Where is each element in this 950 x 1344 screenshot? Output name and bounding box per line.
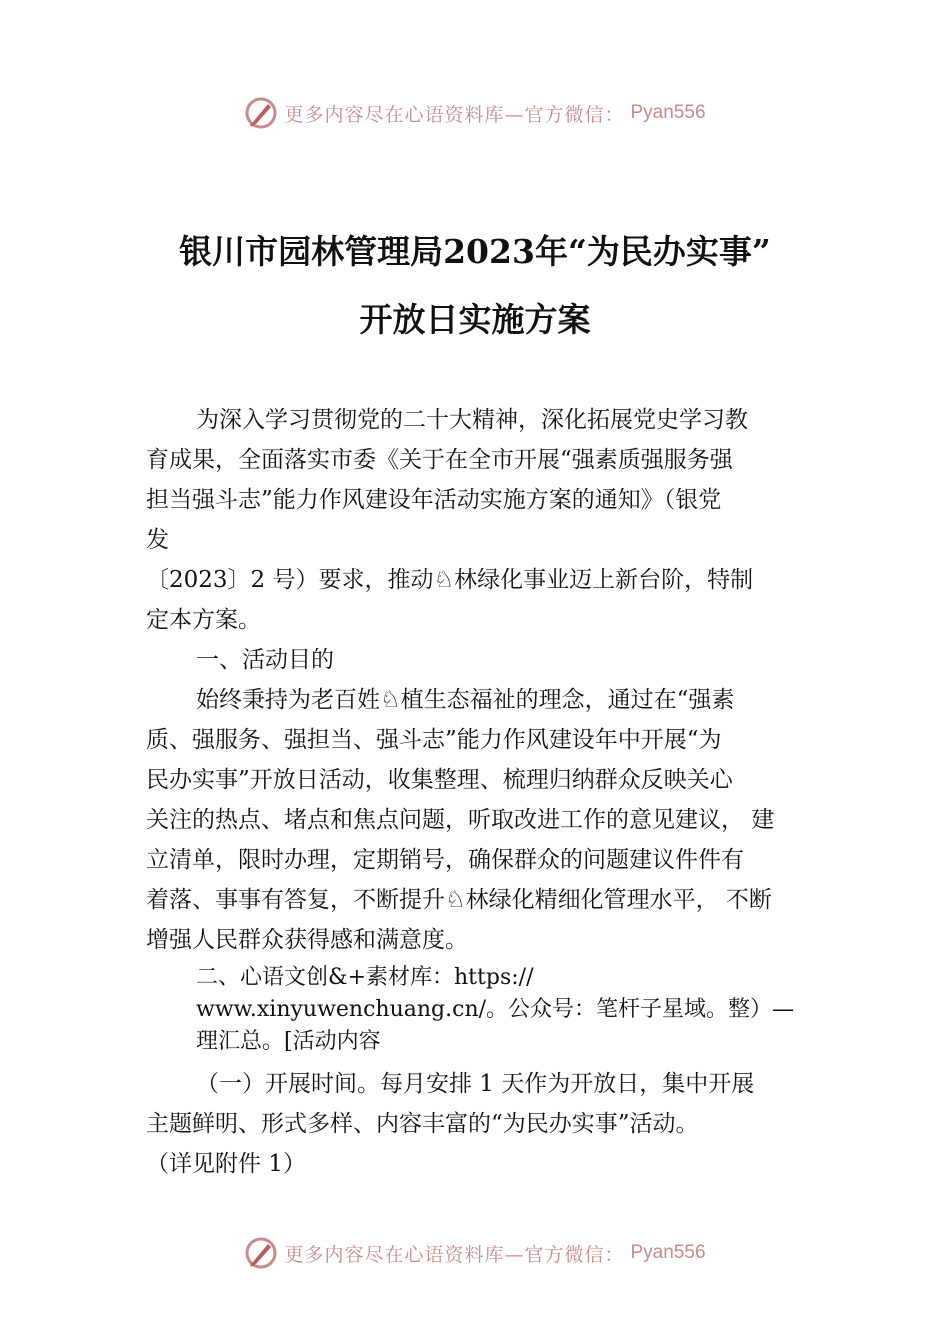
- paragraph-intro-line: 育成果，全面落实市委《关于在全市开展“强素质强服务强: [146, 447, 733, 473]
- paragraph-purpose-line: 质、强服务、强担当、强斗志”能力作风建设年中开展“为: [146, 727, 722, 753]
- watermark-header: [0, 96, 950, 130]
- paragraph-intro-line: 为深入学习贯彻党的二十大精神，深化拓展党史学习教: [196, 407, 748, 433]
- document-title-line-1: 银川市园林管理局2023年“为民办实事”: [179, 232, 771, 271]
- paragraph-purpose-line: 着落、事事有答复，不断提升♘林绿化精细化管理水平， 不断: [146, 887, 772, 913]
- paragraph-intro-line: 发: [146, 527, 169, 553]
- section-heading-content: [146, 962, 836, 1058]
- paragraph-purpose-line: 增强人民群众获得感和满意度。: [146, 927, 468, 953]
- paragraph-intro-line: 定本方案。: [146, 607, 261, 633]
- watermark-id: Pyan556: [630, 1242, 706, 1263]
- brush-logo-icon: [244, 1236, 278, 1270]
- paragraph-intro-line: 〔2023〕2 号）要求，推动♘林绿化事业迈上新台阶，特制: [146, 567, 754, 593]
- paragraph-purpose-line: 立清单，限时办理，定期销号，确保群众的问题建议件件有: [146, 847, 744, 873]
- watermark-text: 更多内容尽在心语资料库—官方微信：: [284, 103, 625, 126]
- paragraph-purpose-line: 始终秉持为老百姓♘植生态福祉的理念，通过在“强素: [196, 687, 735, 713]
- brush-logo-icon: [244, 96, 278, 130]
- watermark-id: Pyan556: [630, 102, 706, 123]
- paragraph-purpose-line: 关注的热点、堵点和焦点问题，听取改进工作的意见建议， 建: [146, 807, 775, 833]
- paragraph-purpose-line: 民办实事”开放日活动，收集整理、梳理归纳群众反映关心: [146, 767, 733, 793]
- heading-content-line: 二、心语文创&+素材库：https://: [196, 965, 534, 990]
- paragraph-intro-line: 担当强斗志”能力作风建设年活动实施方案的通知》（银党: [146, 487, 722, 513]
- section-heading-purpose: 一、活动目的: [196, 647, 334, 673]
- document-body: [146, 400, 810, 1184]
- watermark-text: 更多内容尽在心语资料库—官方微信：: [284, 1243, 625, 1266]
- document-title-line-2: 开放日实施方案: [359, 300, 591, 339]
- watermark-footer: [0, 1236, 950, 1270]
- paragraph-schedule-line: （一）开展时间。每月安排 1 天作为开放日，集中开展: [196, 1071, 755, 1097]
- paragraph-schedule-line: 主题鲜明、形式多样、内容丰富的“为民办实事”活动。: [146, 1111, 699, 1137]
- heading-content-line: www.xinyuwenchuang.cn/。公众号：笔杆子星域。整）—: [196, 997, 795, 1022]
- paragraph-schedule-line: （详见附件 1）: [146, 1151, 306, 1177]
- heading-content-line: 理汇总。[活动内容: [196, 1029, 381, 1054]
